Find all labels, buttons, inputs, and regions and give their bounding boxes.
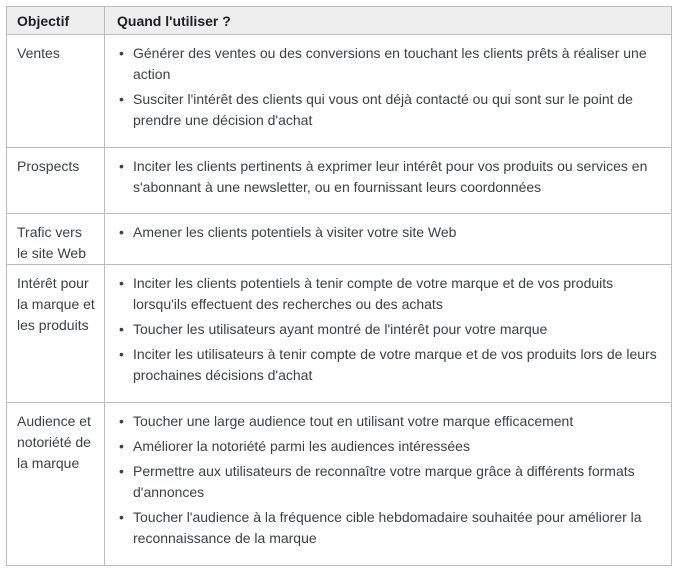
objective-cell: Ventes	[7, 35, 105, 148]
use-list	[117, 411, 659, 549]
use-cell	[105, 265, 672, 403]
list-item	[117, 507, 659, 549]
use-list	[117, 156, 659, 198]
list-item-text: Toucher l'audience à la fréquence cible hebdomadaire souhaitée pour améliorer la reconnaissance de la marque	[133, 509, 642, 546]
use-cell	[105, 403, 672, 566]
use-cell	[105, 214, 672, 265]
bullet-icon: •	[119, 463, 124, 479]
list-item	[117, 89, 659, 131]
bullet-icon: •	[119, 509, 124, 525]
list-item-text: Générer des ventes ou des conversions en touchant les clients prêts à réaliser une action	[133, 45, 647, 82]
list-item-text: Permettre aux utilisateurs de reconnaître votre marque grâce à différents formats d'annonces	[133, 463, 635, 500]
bullet-icon: •	[119, 91, 124, 107]
list-item	[117, 436, 659, 457]
use-cell	[105, 148, 672, 214]
table-row	[7, 265, 672, 403]
objective-cell: Prospects	[7, 148, 105, 214]
table-row	[7, 148, 672, 214]
list-item-text: Amener les clients potentiels à visiter votre site Web	[133, 224, 457, 240]
list-item-text: Inciter les clients potentiels à tenir compte de votre marque et de vos produits lorsqu'ils effectuent des recherches ou des achats	[133, 275, 614, 312]
bullet-icon: •	[119, 275, 124, 291]
table-header-row	[7, 7, 672, 35]
list-item	[117, 319, 659, 340]
list-item	[117, 222, 659, 243]
list-item-text: Améliorer la notoriété parmi les audiences intéressées	[133, 438, 470, 454]
list-item-text: Inciter les utilisateurs à tenir compte de votre marque et de vos produits lors de leurs prochaines décisions d'achat	[133, 346, 657, 383]
list-item	[117, 411, 659, 432]
bullet-icon: •	[119, 158, 124, 174]
use-list	[117, 273, 659, 386]
use-list	[117, 43, 659, 131]
objectives-table-wrapper	[6, 6, 671, 566]
list-item	[117, 344, 659, 386]
use-cell	[105, 35, 672, 148]
table-row	[7, 214, 672, 265]
header-when-to-use: Quand l'utiliser ?	[105, 7, 672, 35]
table-row	[7, 35, 672, 148]
list-item	[117, 273, 659, 315]
list-item	[117, 43, 659, 85]
list-item-text: Inciter les clients pertinents à exprimer leur intérêt pour vos produits ou services en s'abonnant à une newsletter, ou en fournissant leurs coordonnées	[133, 158, 648, 195]
objective-cell: Intérêt pour la marque et les produits	[7, 265, 105, 403]
list-item	[117, 461, 659, 503]
bullet-icon: •	[119, 413, 124, 429]
list-item-text: Susciter l'intérêt des clients qui vous ont déjà contacté ou qui sont sur le point de prendre une décision d'achat	[133, 91, 633, 128]
bullet-icon: •	[119, 346, 124, 362]
list-item	[117, 156, 659, 198]
table-row	[7, 403, 672, 566]
header-objective: Objectif	[7, 7, 105, 35]
bullet-icon: •	[119, 45, 124, 61]
bullet-icon: •	[119, 321, 124, 337]
bullet-icon: •	[119, 224, 124, 240]
objective-cell: Audience et notoriété de la marque	[7, 403, 105, 566]
use-list	[117, 222, 659, 243]
objective-cell: Trafic vers le site Web	[7, 214, 105, 265]
list-item-text: Toucher les utilisateurs ayant montré de l'intérêt pour votre marque	[133, 321, 548, 337]
list-item-text: Toucher une large audience tout en utilisant votre marque efficacement	[133, 413, 574, 429]
bullet-icon: •	[119, 438, 124, 454]
objectives-table	[6, 6, 672, 566]
